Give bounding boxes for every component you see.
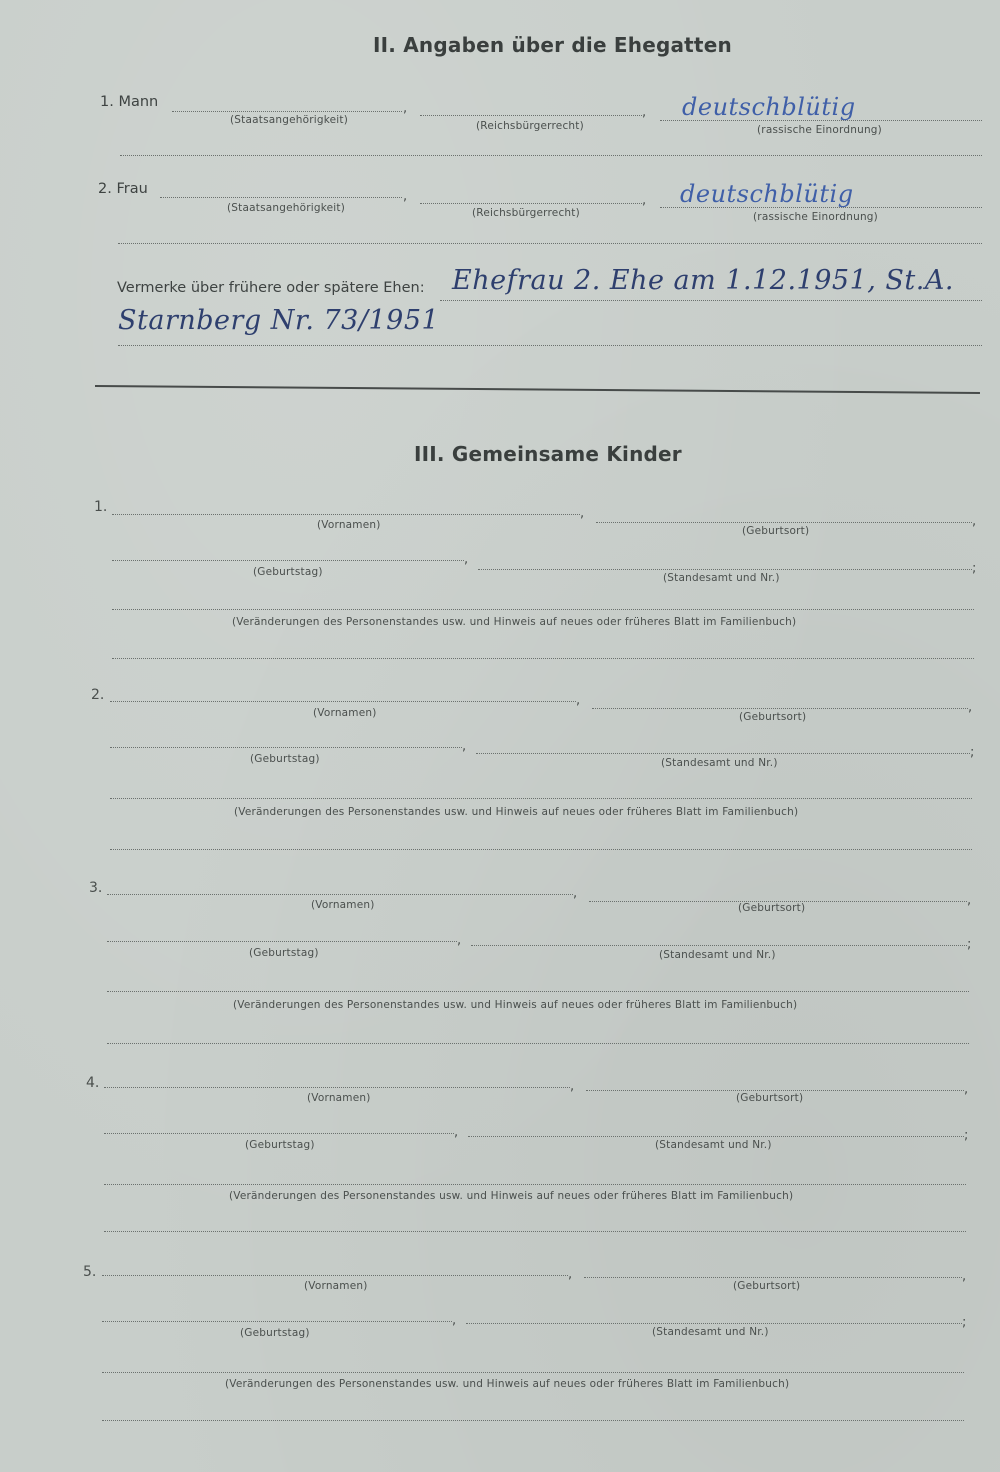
- veraenderungen-line: [112, 609, 974, 610]
- geburtstag-line: [112, 560, 464, 561]
- mann-rasse-caption: (rassische Einordnung): [757, 124, 882, 136]
- frau-rasse-value: deutschblütig: [680, 180, 854, 208]
- geburtstag-caption: (Geburtstag): [250, 753, 320, 765]
- mann-rasse-value: deutschblütig: [682, 93, 856, 121]
- geburtsort-line: [586, 1090, 964, 1091]
- extra-line: [102, 1420, 964, 1421]
- standesamt-caption: (Standesamt und Nr.): [661, 757, 778, 769]
- mann-reich-caption: (Reichsbürgerrecht): [476, 120, 584, 132]
- standesamt-caption: (Standesamt und Nr.): [659, 949, 776, 961]
- vornamen-line: [107, 894, 573, 895]
- extra-line: [112, 658, 974, 659]
- geburtstag-line: [102, 1321, 452, 1322]
- geburtsort-line: [592, 708, 968, 709]
- vornamen-caption: (Vornamen): [304, 1280, 368, 1292]
- geburtstag-caption: (Geburtstag): [245, 1139, 315, 1151]
- form-page: II. Angaben über die Ehegatten 1. Mann , , (Staatsangehörigkeit) (Reichsbürgerrecht) (rassische Einordnung) deutschblütig 2. Frau , , (Staatsangehörigkeit) (Reichsbürgerrecht) (rassische Einordnung) deutschblütig Vermerke über frühere oder spätere Ehen: Ehefrau 2. Ehe am 1.12.1951, St.A. Starnberg Nr. 73/1951 III. Gemeinsame Kinder 1. , , (Vornamen) (Geburtsort) , ; (Geburtstag) (Standesamt und Nr.) (Veränderungen des Personenstandes usw. und Hinweis auf neues oder früheres Blatt im Familienbuch) 2. , , (Vornamen) (Geburtsort) , ; (Geburtstag) (Standesamt und Nr.) (Veränderungen des Personenstandes usw. und Hinweis auf neues oder früheres Blatt im Familienbuch) 3. , , (Vornamen) (Geburtsort) , ; (Geburtstag) (Standesamt und Nr.) (Veränderungen des Personenstandes usw. und Hinweis auf neues oder früheres Blatt im Familienbuch) 4. , , (Vornamen) (Geburtsort) , ; (Geburtstag) (Standesamt und Nr.) (Veränderungen des Personenstandes usw. und Hinweis auf neues oder früheres Blatt im Familienbuch) 5. , , (Vornamen) (Geburtsort) , ; (Geburtstag) (Standesamt und Nr.) (Veränderungen des Personenstandes usw. und Hinweis auf neues oder früheres Blatt im Familienbuch): [0, 0, 1000, 1472]
- vornamen-caption: (Vornamen): [311, 899, 375, 911]
- veraenderungen-line: [102, 1372, 964, 1373]
- veraenderungen-caption: (Veränderungen des Personenstandes usw. und Hinweis auf neues oder früheres Blatt im Familienbuch): [232, 616, 797, 628]
- extra-line: [110, 849, 972, 850]
- frau-extra-line: [118, 243, 982, 244]
- standesamt-line: [471, 945, 967, 946]
- extra-line: [107, 1043, 969, 1044]
- mann-staat-line: [172, 111, 402, 112]
- child-number: 2.: [91, 687, 105, 703]
- mann-reich-line: [420, 115, 642, 116]
- extra-line: [104, 1231, 966, 1232]
- frau-staat-caption: (Staatsangehörigkeit): [227, 202, 346, 214]
- veraenderungen-caption: (Veränderungen des Personenstandes usw. und Hinweis auf neues oder früheres Blatt im Familienbuch): [229, 1190, 794, 1202]
- section-3-title: III. Gemeinsame Kinder: [414, 442, 682, 466]
- veraenderungen-caption: (Veränderungen des Personenstandes usw. und Hinweis auf neues oder früheres Blatt im Familienbuch): [225, 1378, 790, 1390]
- section-2-title: II. Angaben über die Ehegatten: [373, 33, 732, 57]
- vermerke-label: Vermerke über frühere oder spätere Ehen:: [117, 280, 425, 296]
- veraenderungen-caption: (Veränderungen des Personenstandes usw. und Hinweis auf neues oder früheres Blatt im Familienbuch): [233, 999, 798, 1011]
- vornamen-caption: (Vornamen): [313, 707, 377, 719]
- child-number: 3.: [89, 880, 103, 896]
- vornamen-caption: (Vornamen): [317, 519, 381, 531]
- geburtsort-line: [584, 1277, 962, 1278]
- mann-staat-caption: (Staatsangehörigkeit): [230, 114, 349, 126]
- frau-staat-line: [160, 197, 402, 198]
- vornamen-line: [104, 1087, 570, 1088]
- standesamt-line: [468, 1136, 964, 1137]
- vermerke-handwriting-1: Ehefrau 2. Ehe am 1.12.1951, St.A.: [452, 265, 954, 296]
- geburtsort-caption: (Geburtsort): [742, 525, 810, 537]
- geburtstag-caption: (Geburtstag): [249, 947, 319, 959]
- veraenderungen-caption: (Veränderungen des Personenstandes usw. und Hinweis auf neues oder früheres Blatt im Familienbuch): [234, 806, 799, 818]
- section-divider: [95, 385, 980, 394]
- mann-label: 1. Mann: [100, 94, 159, 110]
- child-number: 1.: [94, 499, 108, 515]
- standesamt-caption: (Standesamt und Nr.): [652, 1326, 769, 1338]
- child-number: 4.: [86, 1075, 100, 1091]
- mann-extra-line: [120, 155, 982, 156]
- geburtsort-caption: (Geburtsort): [739, 711, 807, 723]
- standesamt-caption: (Standesamt und Nr.): [663, 572, 780, 584]
- vornamen-line: [112, 514, 580, 515]
- geburtstag-line: [107, 941, 457, 942]
- frau-reich-line: [420, 203, 642, 204]
- standesamt-caption: (Standesamt und Nr.): [655, 1139, 772, 1151]
- geburtsort-caption: (Geburtsort): [733, 1280, 801, 1292]
- vermerke-line-2: [118, 345, 982, 346]
- vornamen-line: [110, 701, 576, 702]
- geburtstag-line: [104, 1133, 454, 1134]
- frau-rasse-caption: (rassische Einordnung): [753, 211, 878, 223]
- child-number: 5.: [83, 1264, 97, 1280]
- geburtstag-line: [110, 747, 462, 748]
- standesamt-line: [478, 569, 972, 570]
- vornamen-caption: (Vornamen): [307, 1092, 371, 1104]
- geburtstag-caption: (Geburtstag): [253, 566, 323, 578]
- veraenderungen-line: [110, 798, 972, 799]
- geburtstag-caption: (Geburtstag): [240, 1327, 310, 1339]
- veraenderungen-line: [107, 991, 969, 992]
- vermerke-line-1: [440, 300, 982, 301]
- geburtsort-caption: (Geburtsort): [736, 1092, 804, 1104]
- frau-label: 2. Frau: [98, 181, 148, 197]
- standesamt-line: [476, 753, 970, 754]
- geburtsort-caption: (Geburtsort): [738, 902, 806, 914]
- vermerke-handwriting-2: Starnberg Nr. 73/1951: [118, 305, 440, 336]
- geburtsort-line: [596, 522, 972, 523]
- veraenderungen-line: [104, 1184, 966, 1185]
- vornamen-line: [102, 1275, 568, 1276]
- frau-reich-caption: (Reichsbürgerrecht): [472, 207, 580, 219]
- standesamt-line: [466, 1323, 962, 1324]
